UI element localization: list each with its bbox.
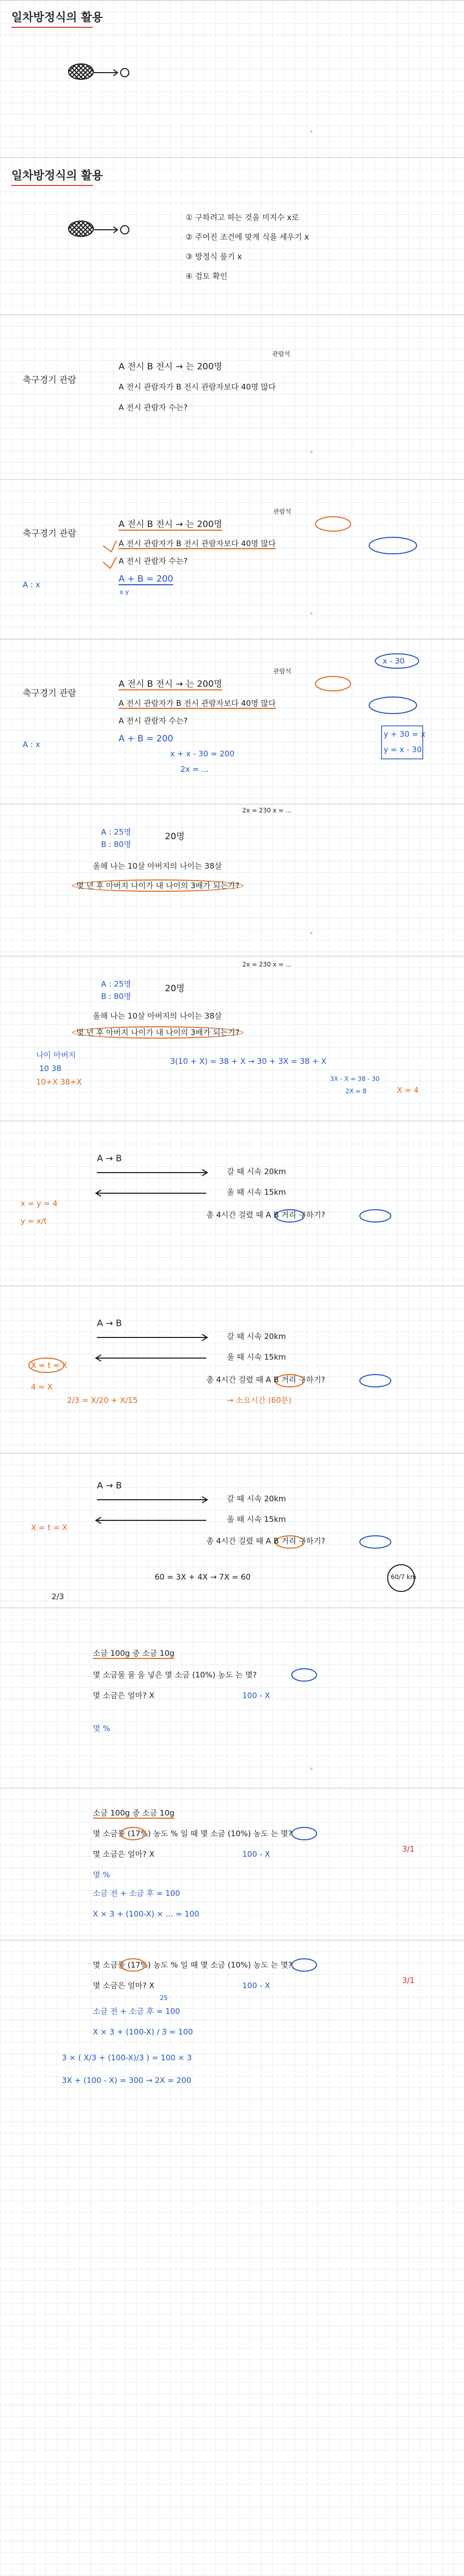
answer: X = 4 bbox=[397, 1086, 419, 1095]
equation: A + B = 200 bbox=[119, 734, 173, 744]
equation-3: 2x = ... bbox=[180, 765, 209, 774]
title-text: 일차방정식의 활용 bbox=[11, 11, 103, 24]
equation: 3(10 + X) = 38 + X → 30 + 3X = 38 + X bbox=[170, 1057, 326, 1066]
equation-vars: x y bbox=[120, 588, 129, 596]
line2-text: 몇 년 후 아버지 나이가 내 나이의 3배가 되는가? bbox=[72, 1026, 243, 1039]
line5: 몇 % bbox=[93, 1870, 110, 1879]
left-note-2: 4 = X bbox=[31, 1382, 53, 1392]
side-note-1: x - 30 bbox=[383, 656, 405, 666]
line2-text: A 전시 관람자가 B 전시 관람자보다 40명 많다 bbox=[119, 699, 276, 708]
equation-4: 3X + (100 - X) = 300 → 2X = 200 bbox=[62, 2076, 191, 2085]
a-label: A : x bbox=[23, 740, 40, 749]
line2: 올 때 시속 15km bbox=[227, 1188, 286, 1197]
slide-11-drawing bbox=[0, 1608, 464, 1788]
step-3: ③ 방정식 풀기 x bbox=[186, 252, 242, 261]
a-label: A : x bbox=[23, 580, 40, 589]
equation-3: 2X = 8 bbox=[345, 1088, 367, 1095]
top-note: 관람석 bbox=[273, 668, 291, 675]
line4: 100 - X bbox=[242, 1850, 270, 1859]
line1: 몇 소금물 (17%) 농도 % 일 때 몇 소금 (10%) 농도 는 몇? bbox=[93, 1960, 292, 1970]
line1: 갈 때 시속 20km bbox=[227, 1167, 286, 1176]
line3: A 전시 관람자 수는? bbox=[119, 403, 188, 412]
line2 bbox=[72, 882, 243, 890]
line4: 100 - X bbox=[242, 1691, 270, 1700]
line5: 몇 % bbox=[93, 1724, 110, 1733]
line3: 총 4시간 걸렸 때 A B 거리 구하기? bbox=[206, 1375, 325, 1384]
title-text: 일차방정식의 활용 bbox=[11, 170, 103, 182]
left-heading: 축구경기 관람 bbox=[23, 529, 76, 539]
left-heading: 축구경기 관람 bbox=[23, 375, 76, 385]
route-diagram bbox=[0, 1286, 464, 1453]
line3: 몇 소금은 얼마? X bbox=[93, 1850, 155, 1859]
left-note-1: x = y = 4 bbox=[21, 1199, 58, 1208]
line1: 올해 나는 10살 아버지의 나이는 38살 bbox=[93, 1011, 222, 1021]
count: 20명 bbox=[165, 984, 185, 994]
slide-5-drawing bbox=[0, 639, 464, 804]
table-row-2: 10+X 38+X bbox=[36, 1077, 82, 1087]
line1: A 전시 B 전시 → 는 200명 bbox=[119, 362, 222, 372]
line2 bbox=[72, 1028, 243, 1037]
slide-2 bbox=[0, 157, 464, 315]
plus-icon: + bbox=[309, 448, 313, 455]
step-4: ④ 검토 확인 bbox=[186, 272, 227, 281]
step-1: ① 구하려고 하는 것을 미지수 x로 bbox=[186, 213, 300, 222]
plus-icon: + bbox=[309, 610, 313, 617]
line3: 총 4시간 걸렸 때 A B 거리 구하기? bbox=[206, 1210, 325, 1219]
slide-11 bbox=[0, 1607, 464, 1788]
step-2: ② 주어진 조건에 맞게 식을 세우기 x bbox=[186, 232, 309, 242]
equation-2: X × 3 + (100-X) / 3 = 100 bbox=[93, 2027, 193, 2037]
table-row-1: 10 38 bbox=[39, 1064, 61, 1073]
route-ab: A → B bbox=[97, 1481, 122, 1491]
answer: 60/7 km bbox=[391, 1573, 417, 1581]
slide-10 bbox=[0, 1453, 464, 1608]
plus-icon: + bbox=[309, 1765, 313, 1772]
line1-text: 소금 100g 중 소금 10g bbox=[93, 1808, 175, 1818]
slide-4 bbox=[0, 479, 464, 639]
route-ab: A → B bbox=[97, 1318, 122, 1329]
equation-3: 3 × ( X/3 + (100-X)/3 ) = 100 × 3 bbox=[62, 2053, 192, 2062]
line2-text: A 전시 관람자가 B 전시 관람자보다 40명 많다 bbox=[119, 539, 276, 548]
slide-1 bbox=[0, 0, 464, 158]
slide-3 bbox=[0, 314, 464, 480]
line2-text: 몇 년 후 아버지 나이가 내 나이의 3배가 되는가? bbox=[72, 879, 243, 892]
value-a: A : 25명 bbox=[101, 979, 131, 989]
top-strip: 2x = 230 x = ... bbox=[242, 807, 292, 814]
slide-5 bbox=[0, 639, 464, 804]
line1-text: A 전시 B 전시 → 는 200명 bbox=[119, 519, 222, 530]
line2: 몇 소금물 (17%) 농도 % 일 때 몇 소금 (10%) 농도 는 몇? bbox=[93, 1829, 292, 1838]
line1: 갈 때 시속 20km bbox=[227, 1332, 286, 1341]
line2: 올 때 시속 15km bbox=[227, 1352, 286, 1362]
route-diagram bbox=[0, 1121, 464, 1286]
slide-4-drawing bbox=[0, 480, 464, 639]
line3: A 전시 관람자 수는? bbox=[119, 716, 188, 725]
plus-icon: + bbox=[309, 128, 313, 135]
line3: A 전시 관람자 수는? bbox=[119, 556, 188, 566]
equation-text: A + B = 200 bbox=[119, 574, 173, 584]
route-diagram bbox=[0, 1453, 464, 1608]
slide-13-drawing bbox=[0, 1940, 464, 2105]
side-note: 3/1 bbox=[402, 1844, 415, 1854]
value-a: A : 25명 bbox=[101, 827, 131, 837]
left-note-1: X = t = X bbox=[31, 1523, 68, 1532]
line1-text: 소금 100g 중 소금 10g bbox=[93, 1649, 175, 1658]
table-header: 나이 아버지 bbox=[36, 1050, 76, 1060]
side-note: 3/1 bbox=[402, 1976, 415, 1985]
line2: A 전시 관람자가 B 전시 관람자보다 40명 많다 bbox=[119, 382, 276, 392]
slide-6 bbox=[0, 804, 464, 956]
line2: 몇 소금물 물 을 넣은 몇 소금 (10%) 농도 는 몇? bbox=[93, 1670, 257, 1680]
top-strip: 2x = 230 x = ... bbox=[242, 961, 292, 968]
fraction-equation: 2/3 = X/20 + X/15 bbox=[67, 1396, 138, 1405]
slide-12-drawing bbox=[0, 1788, 464, 1940]
mid-note: → 소요시간 (60분) bbox=[227, 1396, 292, 1405]
slide-7 bbox=[0, 956, 464, 1121]
left-note-2: y = x/t bbox=[21, 1216, 47, 1226]
line1: 올해 나는 10살 아버지의 나이는 38살 bbox=[93, 861, 222, 871]
line3: 몇 소금은 얼마? X bbox=[93, 1691, 155, 1700]
equation-2: X × 3 + (100-X) × ... = 100 bbox=[93, 1909, 200, 1919]
route-ab: A → B bbox=[97, 1154, 122, 1164]
count: 20명 bbox=[165, 832, 185, 842]
equation: 60 = 3X + 4X → 7X = 60 bbox=[155, 1572, 251, 1582]
side-note-2: y + 30 = x bbox=[384, 730, 426, 739]
line1-top: 관람석 bbox=[272, 350, 290, 358]
equation-1: 소금 전 + 소금 후 = 100 bbox=[93, 1889, 180, 1898]
line4: 100 - X bbox=[242, 1981, 270, 1990]
equation-2: 3X - X = 38 - 30 bbox=[330, 1075, 380, 1082]
line1-text: A 전시 B 전시 → 는 200명 bbox=[119, 679, 222, 689]
line3: 총 4시간 걸렸 때 A B 거리 구하기? bbox=[206, 1536, 325, 1546]
equation-2: x + x - 30 = 200 bbox=[170, 749, 235, 758]
slide-9 bbox=[0, 1285, 464, 1453]
plus-icon: + bbox=[309, 929, 313, 937]
top-note: 관람석 bbox=[273, 508, 291, 515]
equation-1: 소금 전 + 소금 후 = 100 bbox=[93, 2007, 180, 2016]
fraction: 2/3 bbox=[52, 1592, 64, 1601]
line3: 몇 소금은 얼마? X bbox=[93, 1981, 155, 1990]
subscript: 25 bbox=[160, 1994, 168, 2002]
value-b: B : 80명 bbox=[101, 840, 131, 849]
slide-8 bbox=[0, 1121, 464, 1286]
line2: 올 때 시속 15km bbox=[227, 1515, 286, 1524]
value-b: B : 80명 bbox=[101, 992, 131, 1001]
line1: 갈 때 시속 20km bbox=[227, 1494, 286, 1503]
side-note-3: y = x - 30 bbox=[384, 745, 422, 754]
slide-13 bbox=[0, 1940, 464, 2576]
slide-12 bbox=[0, 1788, 464, 1940]
left-note-1: X = t = X bbox=[31, 1361, 68, 1370]
left-heading: 축구경기 관람 bbox=[23, 688, 76, 699]
slide-1-drawing bbox=[0, 1, 464, 158]
